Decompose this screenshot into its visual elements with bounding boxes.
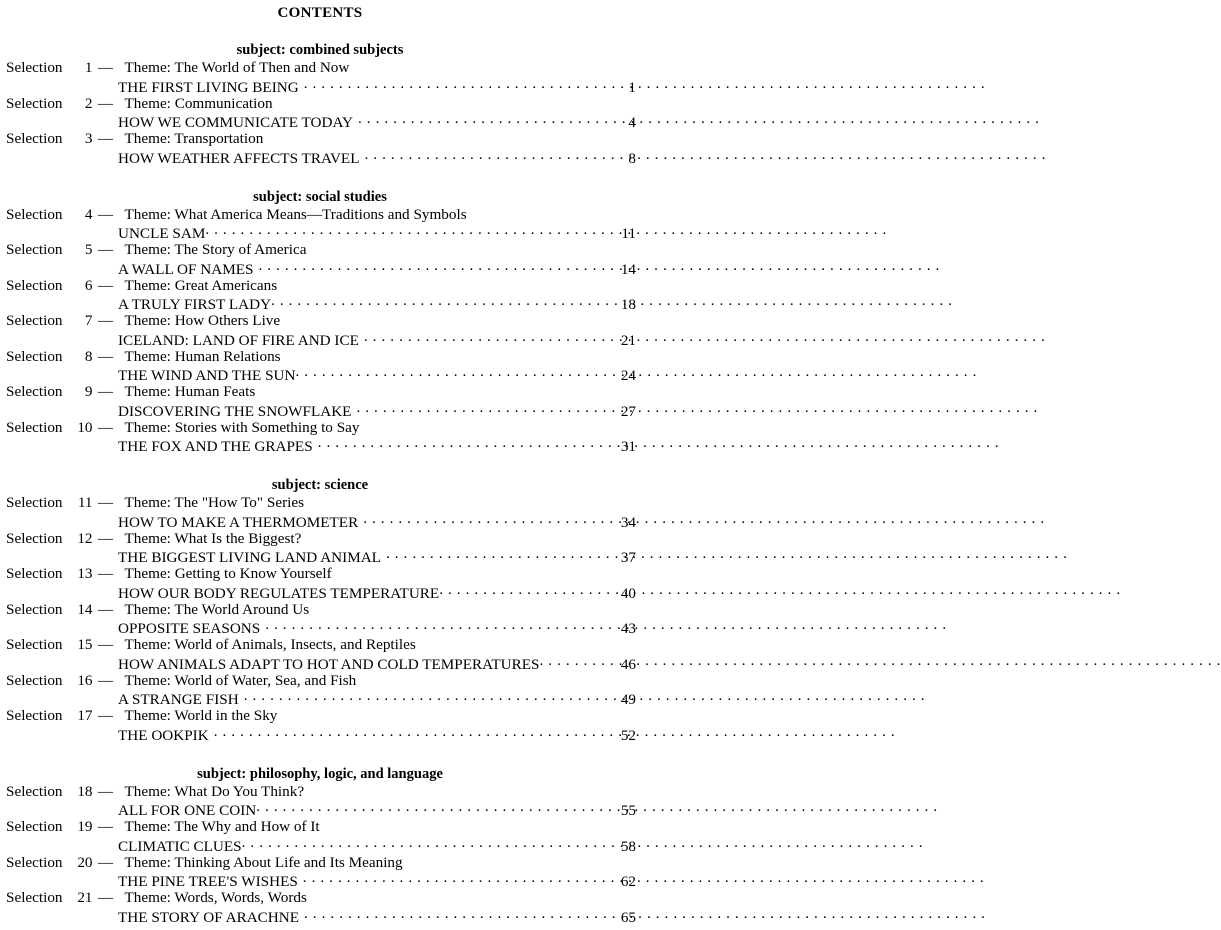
entry-title-line — [0, 112, 640, 131]
entry-page-number: 27 — [620, 402, 636, 420]
entry-title: CLIMATIC CLUES — [118, 837, 242, 855]
entry-theme: Theme: The World Around Us — [124, 600, 310, 618]
selection-label: Selection — [6, 707, 63, 724]
entry-title: HOW WE COMMUNICATE TODAY — [118, 114, 353, 131]
selection-number: 16 — [77, 671, 93, 689]
entry-title: DISCOVERING THE SNOWFLAKE — [118, 402, 352, 420]
em-dash-separator: — — [97, 347, 114, 365]
entry-theme: Theme: What America Means—Traditions and Symbols — [124, 205, 467, 223]
entry-title: ALL FOR ONE COIN — [118, 802, 257, 819]
entry-theme: Theme: Stories with Something to Say — [124, 418, 360, 436]
entry-theme: Theme: Communication — [124, 94, 273, 112]
selection-label: Selection — [6, 94, 63, 112]
em-dash-separator: — — [97, 782, 114, 800]
entry-title-line — [0, 583, 640, 602]
em-dash-separator: — — [97, 494, 114, 511]
entry-title: A WALL OF NAMES — [118, 260, 254, 278]
entry-page-number: 31 — [620, 438, 636, 455]
dot-leader — [271, 294, 621, 309]
selection-number: 1 — [84, 59, 93, 76]
entry-title: THE FIRST LIVING BEING — [118, 78, 299, 96]
entry-title-line — [0, 871, 640, 890]
selection-label: Selection — [6, 494, 63, 511]
entry-theme: Theme: World of Animals, Insects, and Reptiles — [124, 636, 416, 653]
selection-label: Selection — [6, 600, 63, 618]
selection-number: 13 — [77, 565, 93, 582]
entry-page-number: 14 — [620, 260, 636, 278]
entry-title-line — [0, 77, 640, 96]
selection-number: 12 — [77, 529, 93, 547]
selection-number: 10 — [77, 418, 93, 436]
toc-entry[interactable] — [0, 384, 640, 420]
selection-label: Selection — [6, 383, 63, 400]
em-dash-separator: — — [97, 130, 114, 147]
toc-entry[interactable] — [0, 819, 640, 855]
entry-page-number: 58 — [620, 837, 636, 855]
toc-entry[interactable] — [0, 890, 640, 926]
entry-theme: Theme: How Others Live — [124, 312, 281, 329]
selection-label: Selection — [6, 818, 63, 835]
entry-title: OPPOSITE SEASONS — [118, 620, 261, 637]
entry-title-line — [0, 907, 640, 926]
selection-number: 8 — [84, 347, 93, 365]
entry-title: HOW WEATHER AFFECTS TRAVEL — [118, 149, 360, 167]
dot-leader — [439, 583, 621, 598]
selection-number: 5 — [84, 241, 93, 258]
toc-entry[interactable] — [0, 207, 640, 243]
toc-entry[interactable] — [0, 784, 640, 820]
toc-entry[interactable] — [0, 313, 640, 349]
toc-entry[interactable] — [0, 349, 640, 385]
entry-theme: Theme: Human Feats — [124, 383, 256, 400]
em-dash-separator: — — [97, 565, 114, 582]
entry-theme: Theme: Human Relations — [124, 347, 281, 365]
entry-theme: Theme: Words, Words, Words — [124, 889, 307, 906]
entry-theme: Theme: The Story of America — [124, 241, 307, 258]
entry-page-number: 24 — [620, 367, 636, 384]
em-dash-separator: — — [97, 889, 114, 906]
toc-entry[interactable] — [0, 131, 640, 167]
em-dash-separator: — — [97, 94, 114, 112]
dot-leader — [304, 907, 621, 922]
entry-theme: Theme: World of Water, Sea, and Fish — [124, 671, 357, 689]
selection-label: Selection — [6, 130, 63, 147]
dot-leader — [242, 836, 621, 851]
entry-title-line — [0, 294, 640, 313]
entry-title: THE OOKPIK — [118, 726, 209, 744]
dot-leader — [214, 725, 621, 740]
selection-number: 19 — [77, 818, 93, 835]
selection-label: Selection — [6, 565, 63, 582]
entry-page-number: 21 — [620, 331, 636, 349]
dot-leader — [540, 654, 621, 669]
entry-page-number: 18 — [620, 296, 636, 313]
entry-theme: Theme: The Why and How of It — [124, 818, 320, 835]
toc-entry[interactable] — [0, 566, 640, 602]
dot-leader — [363, 512, 621, 527]
entry-theme: Theme: Great Americans — [124, 276, 278, 294]
em-dash-separator: — — [97, 600, 114, 618]
entry-page-number: 1 — [628, 78, 636, 96]
subject-heading: subject: combined subjects — [236, 42, 404, 58]
selection-number: 11 — [77, 494, 93, 511]
entry-theme: Theme: The "How To" Series — [124, 494, 305, 511]
entry-title-line — [0, 725, 640, 744]
entry-title-line — [0, 259, 640, 278]
dot-leader — [364, 330, 621, 345]
selection-label: Selection — [6, 276, 63, 294]
toc-entry[interactable] — [0, 637, 640, 673]
em-dash-separator: — — [97, 418, 114, 436]
entry-title-line — [0, 547, 640, 566]
entry-title: THE FOX AND THE GRAPES — [118, 438, 313, 455]
selection-number: 9 — [84, 383, 93, 400]
entry-title: HOW TO MAKE A THERMOMETER — [118, 513, 359, 531]
toc-entry[interactable] — [0, 673, 640, 709]
selection-label: Selection — [6, 418, 63, 436]
entry-page-number: 55 — [620, 802, 636, 819]
entry-title-line — [0, 654, 640, 673]
em-dash-separator: — — [97, 276, 114, 294]
toc-entry[interactable] — [0, 420, 640, 456]
dot-leader — [244, 689, 621, 704]
entry-title: THE BIGGEST LIVING LAND ANIMAL — [118, 549, 381, 566]
em-dash-separator: — — [97, 205, 114, 223]
entry-title-line — [0, 800, 640, 819]
entry-theme: Theme: What Do You Think? — [124, 782, 305, 800]
entry-page-number: 49 — [620, 691, 636, 708]
entry-title: UNCLE SAM — [118, 225, 206, 242]
dot-leader — [364, 148, 628, 163]
dot-leader — [256, 800, 621, 815]
selection-label: Selection — [6, 347, 63, 365]
dot-leader — [265, 618, 621, 633]
toc-entry[interactable] — [0, 242, 640, 278]
entry-title-line — [0, 836, 640, 855]
selection-label: Selection — [6, 241, 63, 258]
toc-entry[interactable] — [0, 96, 640, 132]
dot-leader — [303, 871, 621, 886]
entry-theme: Theme: What Is the Biggest? — [124, 529, 302, 547]
entry-theme: Theme: World in the Sky — [124, 707, 278, 724]
selection-label: Selection — [6, 889, 63, 906]
selection-number: 21 — [77, 889, 93, 906]
entry-page-number: 4 — [628, 114, 636, 131]
entry-title-line — [0, 401, 640, 420]
entry-title: HOW ANIMALS ADAPT TO HOT AND COLD TEMPERATURES — [118, 655, 540, 673]
toc-entry[interactable] — [0, 60, 640, 96]
dot-leader — [258, 259, 620, 274]
dot-leader — [295, 365, 620, 380]
entry-page-number: 62 — [620, 873, 636, 890]
entry-title-line — [0, 436, 640, 455]
selection-label: Selection — [6, 782, 63, 800]
entry-title: A TRULY FIRST LADY — [118, 296, 272, 313]
entry-theme: Theme: Getting to Know Yourself — [124, 565, 332, 582]
em-dash-separator: — — [97, 671, 114, 689]
em-dash-separator: — — [97, 241, 114, 258]
section-spacer — [0, 926, 646, 930]
selection-label: Selection — [6, 671, 63, 689]
selection-number: 3 — [84, 130, 93, 147]
em-dash-separator: — — [97, 853, 114, 871]
entry-title: THE WIND AND THE SUN — [118, 367, 296, 384]
entry-page-number: 40 — [620, 584, 636, 602]
em-dash-separator: — — [97, 636, 114, 653]
selection-number: 2 — [84, 94, 93, 112]
entry-title-line — [0, 148, 640, 167]
em-dash-separator: — — [97, 707, 114, 724]
page-title: CONTENTS — [277, 5, 363, 21]
em-dash-separator: — — [97, 529, 114, 547]
subject-heading: subject: science — [271, 477, 369, 493]
toc-entry[interactable] — [0, 278, 640, 314]
entry-title: THE PINE TREE'S WISHES — [118, 873, 298, 890]
toc-entry[interactable] — [0, 708, 640, 744]
selection-number: 18 — [77, 782, 93, 800]
entry-page-number: 11 — [621, 225, 636, 242]
selection-label: Selection — [6, 529, 63, 547]
toc-entry[interactable] — [0, 531, 640, 567]
em-dash-separator: — — [97, 312, 114, 329]
entry-page-number: 52 — [620, 726, 636, 744]
dot-leader — [356, 401, 620, 416]
entry-title: HOW OUR BODY REGULATES TEMPERATURE — [118, 584, 440, 602]
sections-container — [0, 22, 646, 930]
entry-title-line — [0, 512, 640, 531]
entry-page-number: 34 — [620, 513, 636, 531]
selection-number: 4 — [84, 205, 93, 223]
subject-heading: subject: philosophy, logic, and language — [197, 765, 443, 782]
entry-title: ICELAND: LAND OF FIRE AND ICE — [118, 331, 359, 349]
dot-leader — [205, 223, 621, 238]
dot-leader — [304, 77, 629, 92]
toc-entry[interactable] — [0, 855, 640, 891]
selection-number: 6 — [84, 276, 93, 294]
entry-theme: Theme: Transportation — [124, 130, 264, 147]
em-dash-separator: — — [97, 818, 114, 835]
entry-title: A STRANGE FISH — [118, 691, 239, 708]
entry-page-number: 8 — [628, 149, 636, 167]
selection-label: Selection — [6, 853, 63, 871]
selection-number: 14 — [77, 600, 93, 618]
dot-leader — [386, 547, 621, 562]
em-dash-separator: — — [97, 383, 114, 400]
dot-leader — [358, 112, 628, 127]
dot-leader — [318, 436, 621, 451]
entry-title-line — [0, 330, 640, 349]
selection-label: Selection — [6, 59, 63, 76]
entry-page-number: 65 — [620, 908, 636, 926]
entry-title-line — [0, 365, 640, 384]
selection-number: 7 — [84, 312, 93, 329]
selection-number: 17 — [77, 707, 93, 724]
entry-title-line — [0, 689, 640, 708]
selection-label: Selection — [6, 312, 63, 329]
entry-theme: Theme: Thinking About Life and Its Meaning — [124, 853, 403, 871]
selection-label: Selection — [6, 636, 63, 653]
entry-page-number: 43 — [620, 620, 636, 637]
entry-title: THE STORY OF ARACHNE — [118, 908, 300, 926]
selection-label: Selection — [6, 205, 63, 223]
toc-entry[interactable] — [0, 495, 640, 531]
entry-page-number: 37 — [620, 549, 636, 566]
selection-number: 20 — [77, 853, 93, 871]
selection-number: 15 — [77, 636, 93, 653]
entry-page-number: 46 — [620, 655, 636, 673]
entry-title-line — [0, 223, 640, 242]
entry-theme: Theme: The World of Then and Now — [124, 59, 350, 76]
em-dash-separator: — — [97, 59, 114, 76]
subject-heading: subject: social studies — [253, 188, 387, 205]
toc-entry[interactable] — [0, 602, 640, 638]
entry-title-line — [0, 618, 640, 637]
